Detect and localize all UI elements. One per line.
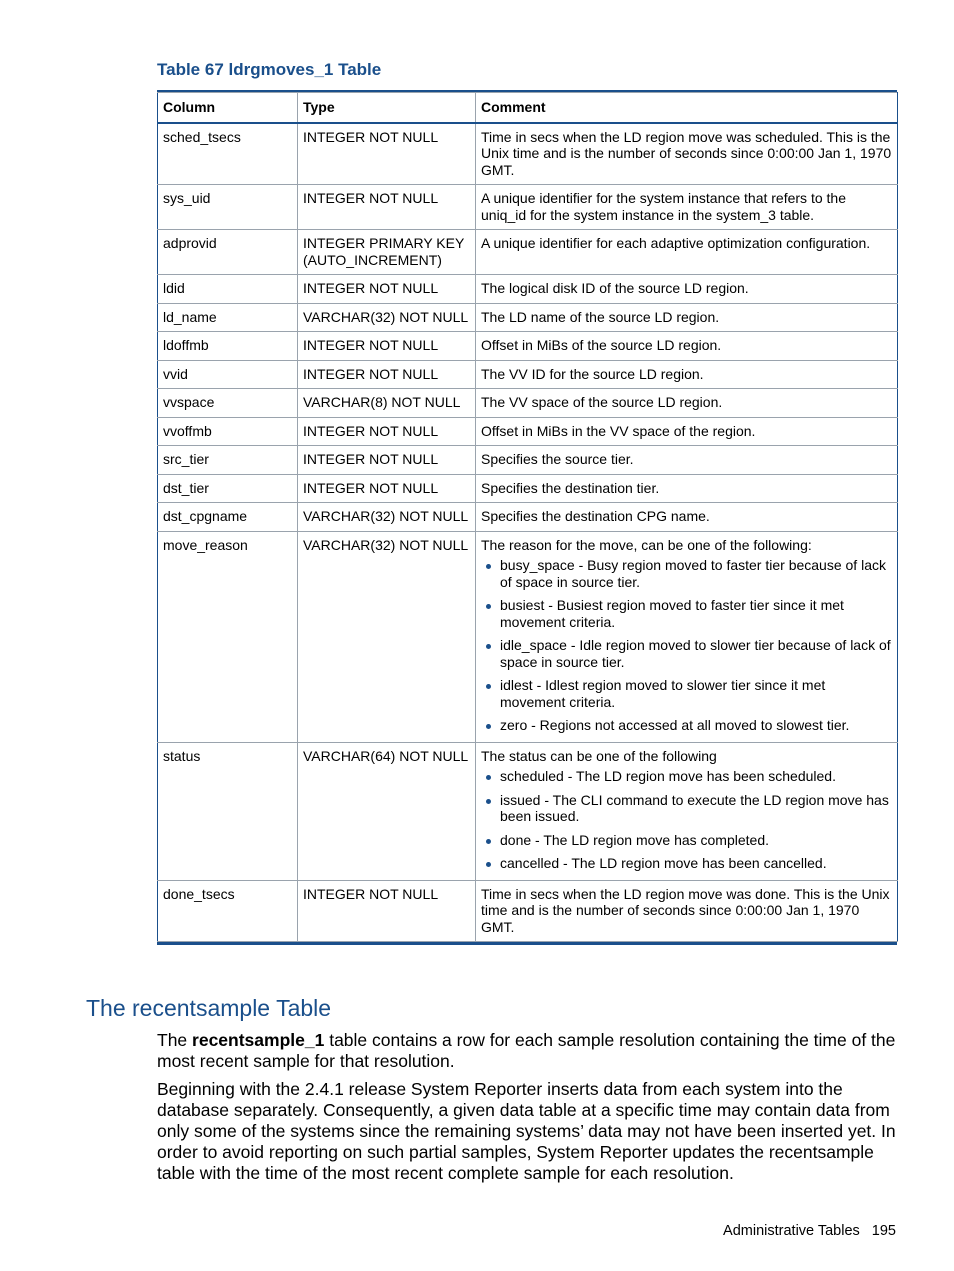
cell-type-text: INTEGER NOT NULL [303, 479, 439, 496]
cell-column-text: adprovid [163, 235, 217, 251]
cell-comment-text: The VV space of the source LD region. [481, 394, 723, 410]
cell-type-text: INTEGER NOT NULL [303, 422, 439, 439]
table-row [158, 474, 898, 503]
cell-comment-text: The LD name of the source LD region. [481, 308, 720, 325]
cell-type-text: INTEGER NOT NULL [303, 190, 439, 206]
cell-type-text: INTEGER NOT NULL [303, 365, 439, 382]
bullet-item: done - The LD region move has completed. [500, 832, 892, 849]
cell-column [158, 230, 298, 275]
table-row [158, 389, 898, 418]
paragraph-2: Beginning with the 2.4.1 release System Reporter inserts data from each system into the database separately. Consequently, a given data table at a specific time may contain data from only some of the systems since the remaining systems’ data may not have been inserted yet. In order to avoid reporting on such partial samples, System Reporter updates the recentsample table with the time of the most recent complete sample for each resolution. [157, 1079, 896, 1183]
cell-type-text: VARCHAR(32) NOT NULL [303, 536, 469, 553]
cell-type [298, 531, 476, 742]
cell-column-text: src_tier [163, 451, 209, 467]
comment-header: Comment [476, 93, 898, 123]
cell-comment [476, 503, 898, 532]
cell-type [298, 332, 476, 361]
cell-column [158, 503, 298, 532]
cell-comment [476, 389, 898, 418]
cell-column-text: vvoffmb [163, 422, 212, 439]
cell-column-text: sched_tsecs [163, 128, 241, 145]
table-name-bold: recentsample_1 [192, 1030, 325, 1050]
cell-column-text: ldoffmb [163, 337, 209, 353]
cell-comment [476, 360, 898, 389]
cell-column [158, 417, 298, 446]
cell-type-text: VARCHAR(32) NOT NULL [303, 308, 469, 325]
cell-comment [476, 446, 898, 475]
cell-comment-text: Time in secs when the LD region move was scheduled. This is the Unix time and is the number of seconds since 0:00:00 Jan 1, 1970 GMT. [481, 128, 892, 178]
cell-column [158, 275, 298, 304]
cell-comment [476, 230, 898, 275]
cell-type [298, 389, 476, 418]
bullet-list [481, 768, 892, 872]
section-title: The recentsample Table [86, 995, 332, 1021]
bullet-list [481, 557, 892, 734]
table-row [158, 360, 898, 389]
paragraph-1 [157, 1030, 899, 1072]
cell-comment [476, 531, 898, 742]
cell-type [298, 303, 476, 332]
cell-type [298, 123, 476, 185]
table-row [158, 332, 898, 361]
cell-type-text: INTEGER NOT NULL [303, 451, 439, 467]
cell-type [298, 446, 476, 475]
cell-comment-text: The logical disk ID of the source LD region. [481, 280, 749, 296]
table-row [158, 230, 898, 275]
cell-column-text: ldid [163, 280, 185, 296]
cell-type-text: INTEGER NOT NULL [303, 128, 439, 145]
bullet-item: cancelled - The LD region move has been cancelled. [500, 855, 892, 872]
cell-comment [476, 185, 898, 230]
cell-type [298, 503, 476, 532]
cell-column-text: vvspace [163, 394, 215, 410]
table-row [158, 880, 898, 942]
cell-column-text: status [163, 747, 201, 764]
cell-column [158, 880, 298, 942]
cell-column [158, 332, 298, 361]
cell-comment-text: A unique identifier for each adaptive optimization configuration. [481, 235, 871, 251]
table-row [158, 742, 898, 880]
footer-section: Administrative Tables [723, 1223, 860, 1239]
cell-column [158, 446, 298, 475]
cell-comment-text: Offset in MiBs of the source LD region. [481, 337, 722, 353]
cell-type [298, 742, 476, 880]
cell-comment-text: Time in secs when the LD region move was done. This is the Unix time and is the number of seconds since 0:00:00 Jan 1, 1970 GMT. [481, 885, 890, 935]
p1-prefix: The [157, 1030, 193, 1050]
table-row [158, 531, 898, 742]
table-row [158, 446, 898, 475]
cell-column-text: sys_uid [163, 190, 211, 206]
column-header: Column [158, 93, 298, 123]
cell-column [158, 742, 298, 880]
cell-type [298, 275, 476, 304]
cell-comment-text: Specifies the destination tier. [481, 479, 660, 496]
cell-column [158, 360, 298, 389]
table-row [158, 503, 898, 532]
bullet-item: idle_space - Idle region moved to slower tier because of lack of space in source tier. [500, 637, 891, 670]
cell-column-text: dst_cpgname [163, 508, 248, 524]
table-row [158, 185, 898, 230]
cell-type [298, 360, 476, 389]
cell-comment [476, 332, 898, 361]
cell-type-text: VARCHAR(8) NOT NULL [303, 394, 461, 410]
cell-comment-text: Offset in MiBs in the VV space of the region. [481, 422, 756, 439]
table-caption: Table 67 ldrgmoves_1 Table [157, 60, 382, 79]
cell-type [298, 185, 476, 230]
bullet-item: zero - Regions not accessed at all moved to slowest tier. [500, 717, 892, 734]
page-number: 195 [871, 1223, 896, 1239]
cell-type-text: INTEGER NOT NULL [303, 885, 439, 902]
cell-type [298, 417, 476, 446]
bullet-item: idlest - Idlest region moved to slower tier since it met movement criteria. [500, 677, 892, 710]
cell-comment [476, 417, 898, 446]
cell-type-text: VARCHAR(32) NOT NULL [303, 508, 469, 524]
cell-column [158, 185, 298, 230]
cell-type [298, 230, 476, 275]
table-row [158, 275, 898, 304]
cell-comment [476, 880, 898, 942]
cell-column [158, 123, 298, 185]
ldrgmoves-table [157, 90, 897, 945]
cell-column [158, 389, 298, 418]
cell-type [298, 474, 476, 503]
cell-type-text: INTEGER NOT NULL [303, 280, 439, 296]
bullet-item: issued - The CLI command to execute the LD region move has been issued. [500, 792, 892, 825]
p1-suffix: table contains a row for each sample resolution containing the time of the most recent sample for that resolution. [157, 1030, 896, 1071]
bullet-item: busiest - Busiest region moved to faster tier since it met movement criteria. [500, 597, 892, 630]
bullet-item: busy_space - Busy region moved to faster tier because of lack of space in source tier. [500, 557, 892, 590]
cell-comment-text: The reason for the move, can be one of the following: [481, 536, 812, 553]
cell-column-text: ld_name [163, 308, 217, 325]
cell-comment-text: A unique identifier for the system instance that refers to the uniq_id for the system instance in the system_3 table. [481, 190, 846, 223]
cell-column-text: move_reason [163, 536, 248, 553]
cell-type-text: VARCHAR(64) NOT NULL [303, 747, 469, 764]
section-body [157, 1030, 899, 1191]
cell-type-text: INTEGER NOT NULL [303, 337, 439, 353]
table-row [158, 417, 898, 446]
cell-comment [476, 474, 898, 503]
cell-column [158, 303, 298, 332]
table-row [158, 303, 898, 332]
cell-column [158, 474, 298, 503]
cell-type-text: INTEGER PRIMARY KEY (AUTO_INCREMENT) [303, 235, 465, 268]
cell-column-text: done_tsecs [163, 885, 235, 902]
cell-column-text: dst_tier [163, 479, 209, 496]
cell-comment-text: Specifies the source tier. [481, 451, 634, 467]
cell-comment [476, 303, 898, 332]
cell-comment-text: The VV ID for the source LD region. [481, 365, 704, 382]
bullet-item: scheduled - The LD region move has been scheduled. [500, 768, 892, 785]
page-footer [723, 1223, 896, 1239]
cell-comment [476, 742, 898, 880]
type-header: Type [298, 93, 476, 123]
cell-comment [476, 123, 898, 185]
table-header-row [158, 93, 898, 123]
cell-column-text: vvid [163, 365, 188, 382]
cell-column [158, 531, 298, 742]
table-row [158, 123, 898, 185]
cell-comment-text: Specifies the destination CPG name. [481, 508, 710, 524]
cell-comment-text: The status can be one of the following [481, 747, 717, 764]
cell-type [298, 880, 476, 942]
cell-comment [476, 275, 898, 304]
